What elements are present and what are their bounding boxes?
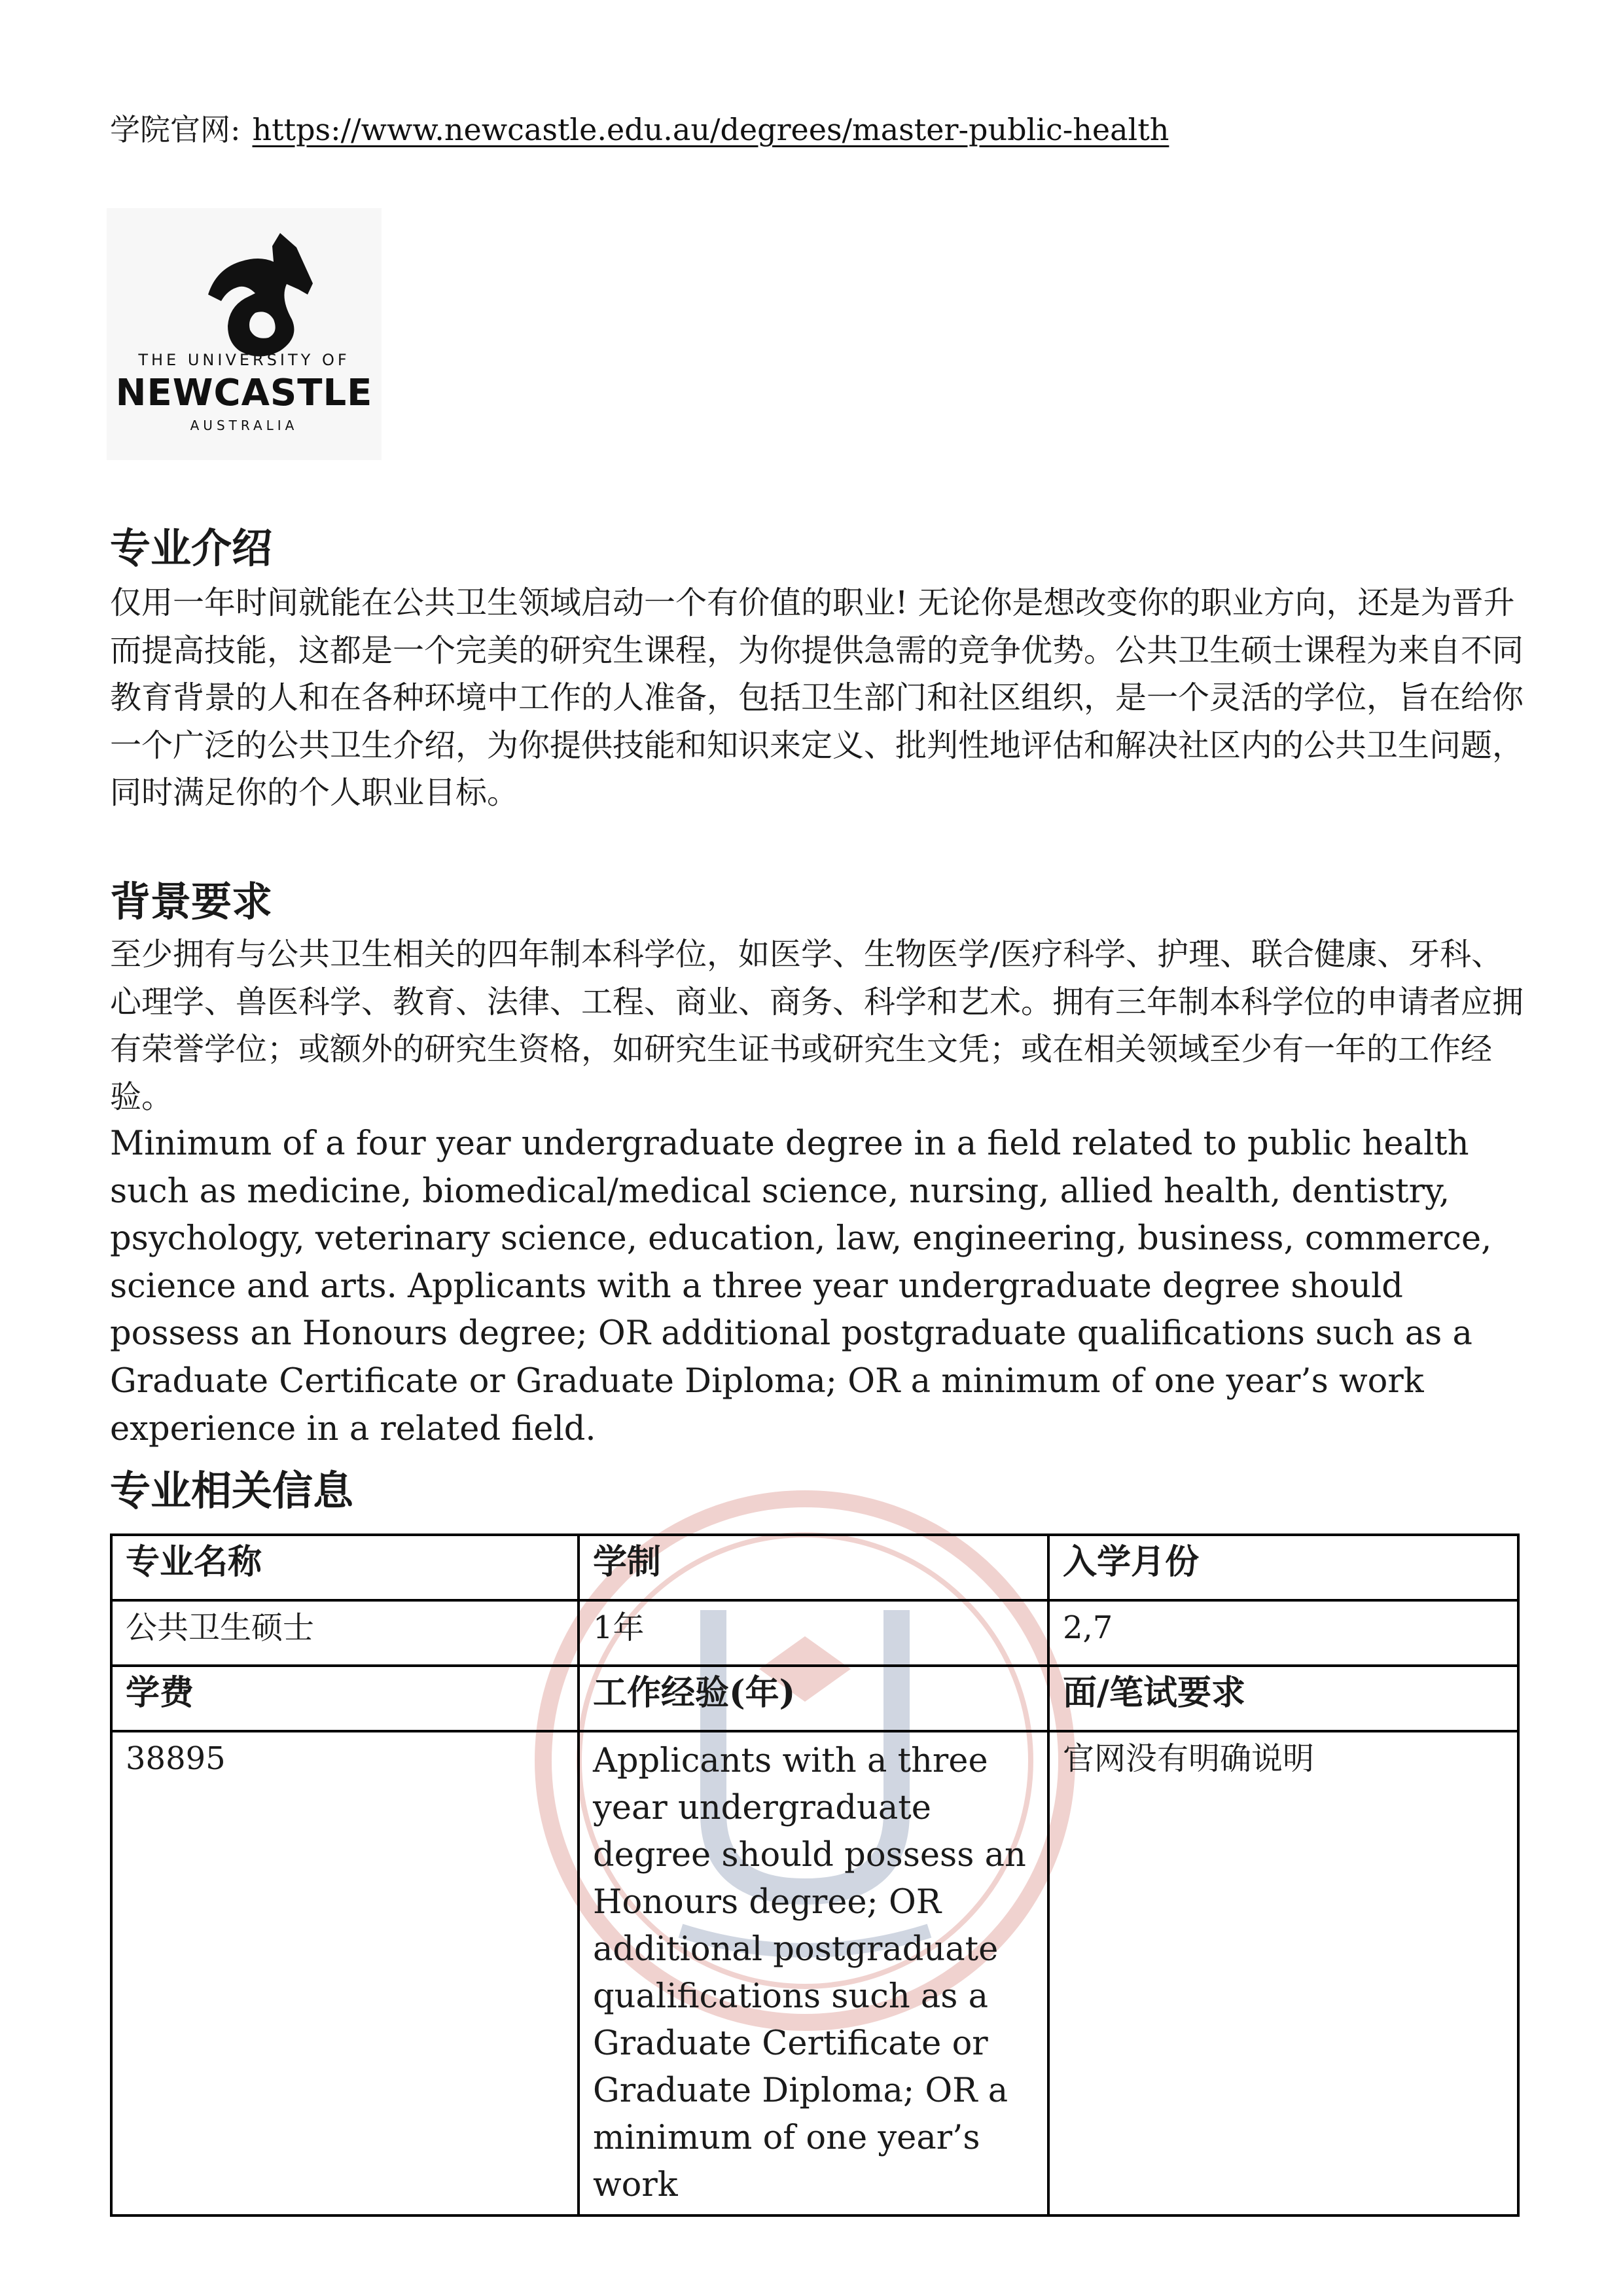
- logo-text-the-university-of: THE UNIVERSITY OF: [138, 351, 350, 369]
- header-cell-interview-requirement: 面/笔试要求: [1048, 1666, 1518, 1731]
- official-site-link[interactable]: https://www.newcastle.edu.au/degrees/master-public-health: [252, 112, 1169, 147]
- intro-paragraph: 仅用一年时间就能在公共卫生领域启动一个有价值的职业! 无论你是想改变你的职业方向，还是为晋升而提高技能，这都是一个完美的研究生课程，为你提供急需的竞争优势。公共卫生硕士课程为来自不同教育背景的人和在各种环境中工作的人准备，包括卫生部门和社区组织，是一个灵活的学位，旨在给你一个广泛的公共卫生介绍，为你提供技能和知识来定义、批判性地评估和解决社区内的公共卫生问题，同时满足你的个人职业目标。: [110, 584, 1524, 812]
- header-cell-intake-month: 入学月份: [1048, 1535, 1518, 1600]
- cell-program-name: 公共卫生硕士: [111, 1600, 579, 1666]
- cell-intake-month: 2,7: [1048, 1600, 1518, 1666]
- table-row: [111, 1600, 1518, 1666]
- header-cell-program-name: 专业名称: [111, 1535, 579, 1600]
- header-cell-duration: 学制: [579, 1535, 1048, 1600]
- background-paragraph-en: Minimum of a four year undergraduate degree in a field related to public health such as medicine, biomedical/medical science, nursing, allied health, dentistry, psychology, veterinary science, education, law, engineering, business, commerce, science and arts. Applicants with a three year undergraduate degree should possess an Honours degree; OR additional postgraduate qualifications such as a Graduate Certificate or Graduate Diploma; OR a minimum of one year’s work experience in a related field.: [110, 1124, 1492, 1448]
- cell-tuition: 38895: [111, 1731, 579, 2215]
- table-header-row: [111, 1535, 1518, 1600]
- background-heading: 背景要求: [110, 878, 273, 925]
- header-cell-work-experience: 工作经验(年): [579, 1666, 1048, 1731]
- logo-text-newcastle: NEWCASTLE: [115, 372, 373, 414]
- official-site-label: 学院官网:: [110, 112, 241, 147]
- background-paragraph-cn: 至少拥有与公共卫生相关的四年制本科学位，如医学、生物医学/医疗科学、护理、联合健康、牙科、心理学、兽医科学、教育、法律、工程、商业、商务、科学和艺术。拥有三年制本科学位的申请者应拥有荣誉学位；或额外的研究生资格，如研究生证书或研究生文凭；或在相关领域至少有一年的工作经验。: [110, 936, 1524, 1115]
- header-cell-tuition: 学费: [111, 1666, 579, 1731]
- table-header-row: [111, 1666, 1518, 1731]
- intro-heading: 专业介绍: [110, 524, 273, 572]
- university-logo: [107, 208, 382, 460]
- official-site-line: [110, 108, 1169, 151]
- cell-interview-requirement: 官网没有明确说明: [1048, 1731, 1518, 2215]
- cell-duration: 1年: [579, 1600, 1048, 1666]
- logo-text-australia: AUSTRALIA: [190, 418, 298, 433]
- horse-head-icon: [182, 221, 332, 372]
- info-heading: 专业相关信息: [110, 1467, 354, 1515]
- table-row: [111, 1731, 1518, 2215]
- program-info-table: [110, 1534, 1520, 2217]
- cell-work-experience: Applicants with a three year undergraduate degree should possess an Honours degree; OR additional postgraduate qualifications such as a Graduate Certificate or Graduate Diploma; OR a minimum of one year’s work: [579, 1731, 1048, 2215]
